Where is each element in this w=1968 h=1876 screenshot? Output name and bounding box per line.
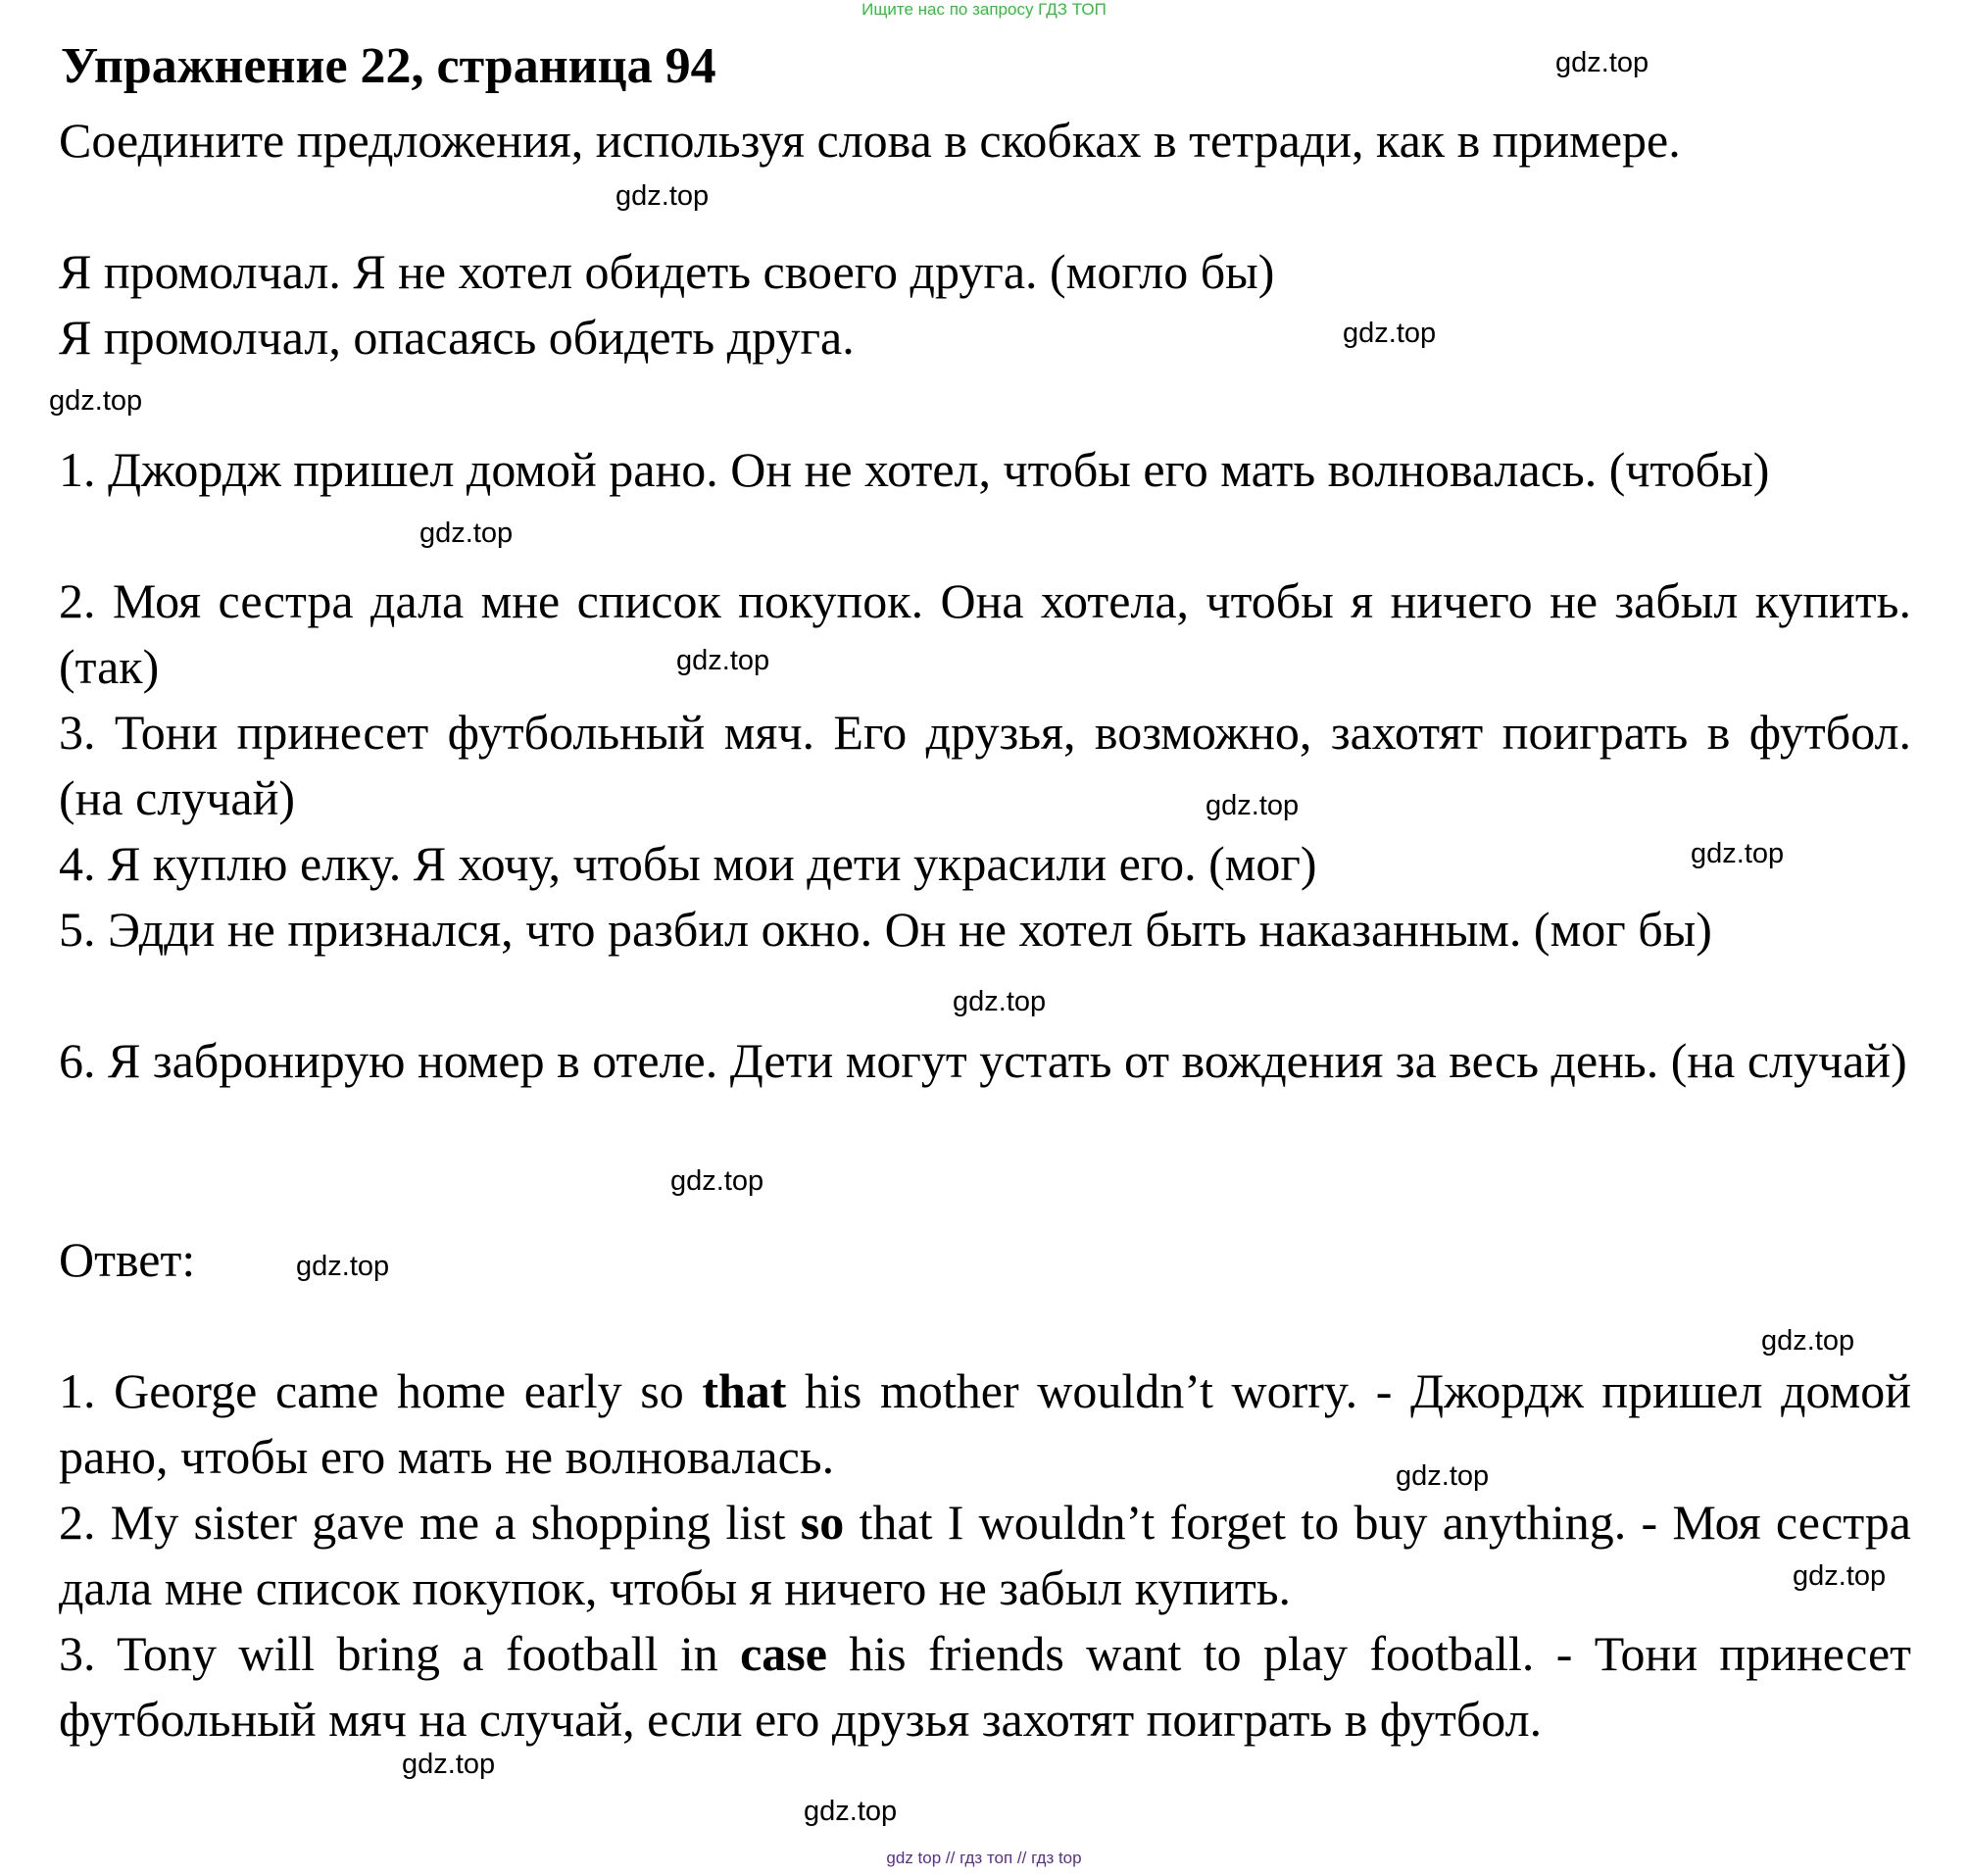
watermark: gdz.top (419, 518, 514, 549)
answer-2-pre: 2. My sister gave me a shopping list (59, 1495, 801, 1550)
answer-3 (59, 1621, 1911, 1753)
answer-2 (59, 1490, 1911, 1621)
answer-3-post: his friends want to play football. - Тони принесет футбольный мяч на случай, если его друзья захотят поиграть в футбол. (59, 1626, 1911, 1747)
answer-1 (59, 1358, 1911, 1490)
task-2: 2. Моя сестра дала мне список покупок. Она хотела, чтобы я ничего не забыл купить. (так) (59, 573, 1911, 694)
watermark: gdz.top (804, 1796, 898, 1827)
answer-1-post: his mother wouldn’t worry. - Джордж пришел домой рано, чтобы его мать не волновалась. (59, 1363, 1911, 1484)
example-line-1: Я промолчал. Я не хотел обидеть своего друга. (могло бы) (59, 244, 1275, 299)
watermark: gdz.top (953, 986, 1047, 1017)
task-1: 1. Джордж пришел домой рано. Он не хотел, чтобы его мать волновалась. (чтобы) (59, 442, 1770, 497)
example-line-2: Я промолчал, опасаясь обидеть друга. (59, 310, 855, 365)
watermark: gdz.top (1343, 318, 1437, 349)
answer-1-bold: that (702, 1363, 787, 1418)
answer-label: Ответ: (59, 1232, 196, 1287)
watermark: gdz.top (1396, 1460, 1490, 1492)
task-5: 5. Эдди не признался, что разбил окно. Он не хотел быть наказанным. (мог бы) (59, 902, 1712, 957)
footer-links[interactable]: gdz top // гдз топ // гдз top (886, 1849, 1082, 1867)
top-banner[interactable]: Ищите нас по запросу ГДЗ ТОП (861, 0, 1107, 19)
watermark: gdz.top (1205, 790, 1300, 821)
watermark: gdz.top (676, 645, 770, 676)
task-6: 6. Я забронирую номер в отеле. Дети могут устать от вождения за весь день. (на случай) (59, 1033, 1907, 1088)
watermark: gdz.top (1555, 47, 1649, 78)
answer-3-bold: case (740, 1626, 827, 1681)
watermark: gdz.top (296, 1251, 390, 1282)
watermark: gdz.top (1691, 838, 1785, 869)
watermark: gdz.top (49, 385, 143, 417)
watermark: gdz.top (1793, 1560, 1887, 1592)
watermark: gdz.top (670, 1165, 764, 1197)
task-3: 3. Тони принесет футбольный мяч. Его друзья, возможно, захотят поиграть в футбол. (на случай) (59, 705, 1911, 825)
task-4: 4. Я куплю елку. Я хочу, чтобы мои дети украсили его. (мог) (59, 836, 1317, 891)
watermark: gdz.top (402, 1749, 496, 1780)
answer-1-pre: 1. George came home early so (59, 1363, 703, 1418)
page-title: Упражнение 22, страница 94 (61, 38, 716, 94)
watermark: gdz.top (1761, 1325, 1855, 1357)
answer-2-bold: so (800, 1495, 845, 1550)
instruction-text: Соедините предложения, используя слова в скобках в тетради, как в примере. (59, 113, 1681, 168)
watermark: gdz.top (615, 180, 710, 212)
answer-2-post: that I wouldn’t forget to buy anything. - Моя сестра дала мне список покупок, чтобы я ничего не забыл купить. (59, 1495, 1911, 1615)
answer-3-pre: 3. Tony will bring a football in (59, 1626, 741, 1681)
